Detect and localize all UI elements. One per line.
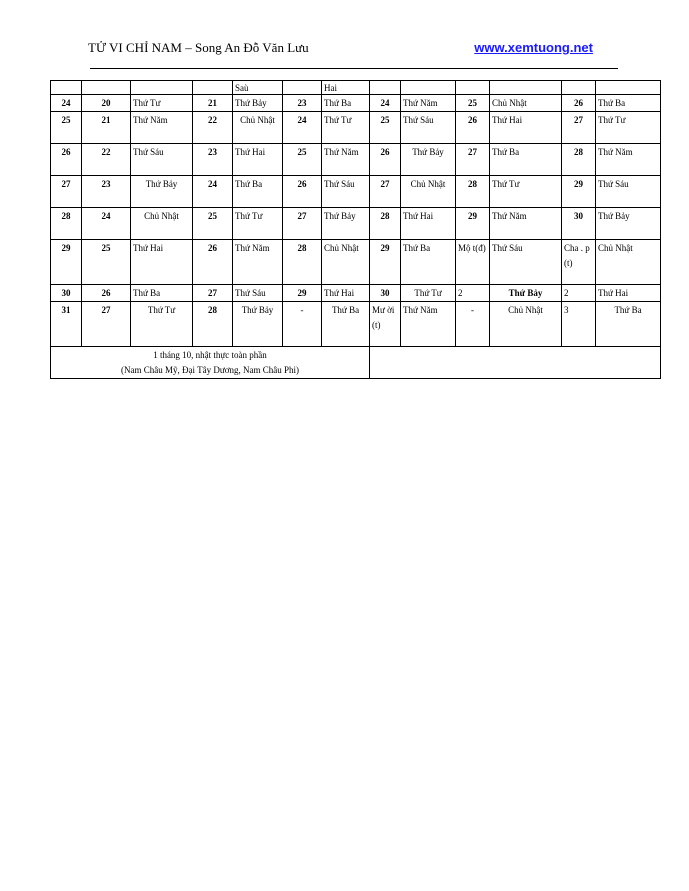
table-cell — [370, 81, 401, 95]
table-cell: Saù — [233, 81, 283, 95]
empty-cell — [370, 347, 661, 379]
table-cell: Mư ời (t) — [370, 302, 401, 347]
table-cell: 24 — [82, 208, 131, 240]
table-cell: Thứ Hai — [490, 112, 562, 144]
table-row — [51, 112, 661, 144]
table-cell: 27 — [456, 144, 490, 176]
footnote-row — [51, 347, 661, 379]
table-cell: 21 — [82, 112, 131, 144]
table-cell — [283, 81, 322, 95]
table-cell: 31 — [51, 302, 82, 347]
table-cell: 26 — [456, 112, 490, 144]
table-cell: Thứ Bảy — [233, 95, 283, 112]
table-cell — [131, 81, 193, 95]
table-cell: 25 — [283, 144, 322, 176]
table-cell: 29 — [370, 240, 401, 285]
table-cell: 21 — [193, 95, 233, 112]
footnote-line-1: 1 tháng 10, nhật thực toàn phần — [153, 350, 267, 360]
table-cell: 28 — [283, 240, 322, 285]
table-row — [51, 95, 661, 112]
table-cell: Hai — [322, 81, 370, 95]
table-cell: 26 — [283, 176, 322, 208]
table-cell: 24 — [370, 95, 401, 112]
table-cell: 2 — [456, 285, 490, 302]
site-link[interactable]: www.xemtuong.net — [474, 40, 593, 55]
table-cell: 22 — [193, 112, 233, 144]
table-cell: Thứ Bảy — [131, 176, 193, 208]
table-cell: 29 — [456, 208, 490, 240]
table-cell: 29 — [283, 285, 322, 302]
table-cell: 2 — [562, 285, 596, 302]
table-cell: 23 — [82, 176, 131, 208]
table-cell: 26 — [193, 240, 233, 285]
table-cell — [51, 81, 82, 95]
table-row — [51, 176, 661, 208]
table-cell — [490, 81, 562, 95]
table-cell: 25 — [82, 240, 131, 285]
table-cell: Chủ Nhật — [596, 240, 661, 285]
table-cell: 23 — [283, 95, 322, 112]
table-cell: Thứ Năm — [596, 144, 661, 176]
table-row — [51, 240, 661, 285]
table-cell: Thứ Ba — [131, 285, 193, 302]
table-cell: Thứ Sáu — [596, 176, 661, 208]
table-cell: Thứ Năm — [401, 302, 456, 347]
table-cell: Thứ Sáu — [401, 112, 456, 144]
footnote-cell — [51, 347, 370, 379]
table-cell: - — [283, 302, 322, 347]
table-cell: 27 — [82, 302, 131, 347]
table-cell — [401, 81, 456, 95]
table-cell: 30 — [51, 285, 82, 302]
table-cell: Thứ Tư — [233, 208, 283, 240]
table-cell: 27 — [370, 176, 401, 208]
table-cell: Thứ Tư — [596, 112, 661, 144]
table-cell: 25 — [456, 95, 490, 112]
calendar-table — [50, 80, 661, 379]
table-cell: 28 — [193, 302, 233, 347]
table-cell: 23 — [193, 144, 233, 176]
header-rule — [90, 68, 618, 69]
table-cell: Thứ Tư — [131, 302, 193, 347]
table-cell — [456, 81, 490, 95]
table-row — [51, 302, 661, 347]
table-cell: 24 — [193, 176, 233, 208]
table-cell: 26 — [562, 95, 596, 112]
table-cell: 28 — [370, 208, 401, 240]
table-cell: Thứ Bảy — [596, 208, 661, 240]
table-cell: 26 — [51, 144, 82, 176]
table-cell: Thứ Năm — [490, 208, 562, 240]
table-cell: Thứ Tư — [322, 112, 370, 144]
table-cell: Thứ Tư — [490, 176, 562, 208]
table-cell: Thứ Năm — [401, 95, 456, 112]
table-cell: Cha . p (t) — [562, 240, 596, 285]
table-cell: Thứ Ba — [233, 176, 283, 208]
table-cell: Thứ Ba — [322, 95, 370, 112]
table-row — [51, 81, 661, 95]
footnote-line-2: (Nam Châu Mỹ, Đại Tây Dương, Nam Châu Phi) — [121, 365, 299, 375]
page-title: TỬ VI CHỈ NAM – Song An Đỗ Văn Lưu — [88, 40, 309, 55]
table-cell: 27 — [283, 208, 322, 240]
table-cell: 20 — [82, 95, 131, 112]
table-row — [51, 208, 661, 240]
page-header — [88, 40, 593, 60]
table-cell: Thứ Hai — [401, 208, 456, 240]
table-cell: - — [456, 302, 490, 347]
table-cell: Mộ t(đ) — [456, 240, 490, 285]
table-cell: Thứ Hai — [596, 285, 661, 302]
table-cell: Chủ Nhật — [233, 112, 283, 144]
table-cell: Thứ Năm — [233, 240, 283, 285]
table-cell: 27 — [562, 112, 596, 144]
table-cell: Chủ Nhật — [490, 95, 562, 112]
table-cell — [193, 81, 233, 95]
table-cell: Chủ Nhật — [490, 302, 562, 347]
table-cell: 28 — [51, 208, 82, 240]
table-cell: Thứ Năm — [131, 112, 193, 144]
table-cell: 27 — [193, 285, 233, 302]
table-cell: Thứ Tư — [401, 285, 456, 302]
table-cell: Thứ Bảy — [322, 208, 370, 240]
table-cell: 25 — [51, 112, 82, 144]
table-cell: Thứ Ba — [596, 95, 661, 112]
table-cell: 24 — [51, 95, 82, 112]
table-cell: 25 — [370, 112, 401, 144]
table-cell: Thứ Tư — [131, 95, 193, 112]
table-cell: Thứ Sáu — [322, 176, 370, 208]
table-cell: 26 — [370, 144, 401, 176]
table-cell: 26 — [82, 285, 131, 302]
table-cell: 3 — [562, 302, 596, 347]
table-cell: Thứ Hai — [233, 144, 283, 176]
table-cell: 24 — [283, 112, 322, 144]
table-cell: 22 — [82, 144, 131, 176]
table-cell: Chủ Nhật — [322, 240, 370, 285]
table-cell — [596, 81, 661, 95]
table-cell: 25 — [193, 208, 233, 240]
table-cell — [82, 81, 131, 95]
table-cell: Thứ Hai — [322, 285, 370, 302]
table-cell: Thứ Sáu — [490, 240, 562, 285]
table-cell: Thứ Hai — [131, 240, 193, 285]
table-cell: Thứ Ba — [596, 302, 661, 347]
table-cell: 28 — [456, 176, 490, 208]
table-cell: Chủ Nhật — [401, 176, 456, 208]
table-cell: Thứ Bảy — [233, 302, 283, 347]
table-cell: Thứ Sáu — [131, 144, 193, 176]
table-cell: 27 — [51, 176, 82, 208]
table-cell: 30 — [562, 208, 596, 240]
table-cell: Thứ Ba — [322, 302, 370, 347]
table-cell: Thứ Sáu — [233, 285, 283, 302]
table-cell: Thứ Ba — [490, 144, 562, 176]
table-cell: Thứ Ba — [401, 240, 456, 285]
table-cell: 28 — [562, 144, 596, 176]
table-cell: Thứ Bảy — [401, 144, 456, 176]
table-row — [51, 144, 661, 176]
table-cell: 29 — [562, 176, 596, 208]
table-cell: 29 — [51, 240, 82, 285]
table-cell: Chủ Nhật — [131, 208, 193, 240]
table-cell: Thứ Bảy — [490, 285, 562, 302]
table-cell: 30 — [370, 285, 401, 302]
table-cell — [562, 81, 596, 95]
table-row — [51, 285, 661, 302]
table-cell: Thứ Năm — [322, 144, 370, 176]
